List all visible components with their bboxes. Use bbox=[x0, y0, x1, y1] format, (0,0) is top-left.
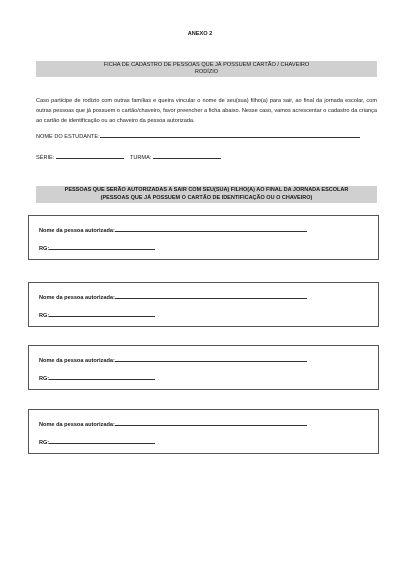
person-name-field[interactable] bbox=[115, 355, 307, 362]
intro-paragraph: Caso participe de rodízio com outras famílias e queira vincular o nome de seu(sua) filho(a) para sair, ao final da jornada escolar, com outras pessoas que já possuem o cartão/chaveiro, favor preencher a ficha abaixo. Nesse caso, vamos acrescentar o cadastro da criança ao cartão de identificação ou ao chaveiro da pessoa autorizada. bbox=[36, 98, 377, 124]
grade-field[interactable] bbox=[56, 152, 124, 159]
section-line1: PESSOAS QUE SERÃO AUTORIZADAS A SAIR COM SEU(SUA) FILHO(A) AO FINAL DA JORNADA ESCOLAR bbox=[64, 187, 349, 193]
person-name-field[interactable] bbox=[115, 225, 307, 232]
person-rg-label: RG: bbox=[39, 376, 50, 382]
class-field[interactable] bbox=[153, 152, 221, 159]
form-header-line2: RODÍZIO bbox=[194, 69, 219, 75]
student-name-row bbox=[36, 131, 360, 140]
form-header-line1: FICHA DE CADASTRO DE PESSOAS QUE JÁ POSSUEM CARTÃO / CHAVEIRO bbox=[103, 62, 310, 68]
person-name-label: Nome da pessoa autorizada: bbox=[39, 295, 115, 301]
authorized-person-block bbox=[28, 409, 379, 454]
authorized-person-block bbox=[28, 345, 379, 390]
person-rg-row bbox=[39, 373, 155, 382]
person-rg-row bbox=[39, 437, 155, 446]
person-rg-label: RG: bbox=[39, 440, 50, 446]
form-header bbox=[36, 61, 377, 77]
person-name-field[interactable] bbox=[115, 419, 307, 426]
person-rg-field[interactable] bbox=[49, 243, 155, 250]
person-name-row bbox=[39, 225, 307, 234]
person-name-row bbox=[39, 419, 307, 428]
person-name-field[interactable] bbox=[115, 292, 307, 299]
class-label: TURMA: bbox=[129, 155, 152, 161]
student-name-label: NOME DO ESTUDANTE: bbox=[36, 134, 100, 140]
person-rg-label: RG: bbox=[39, 246, 50, 252]
person-name-label: Nome da pessoa autorizada: bbox=[39, 358, 115, 364]
section-line2: (PESSOAS QUE JÁ POSSUEM O CARTÃO DE IDENTIFICAÇÃO OU O CHAVEIRO) bbox=[100, 194, 313, 201]
person-rg-field[interactable] bbox=[49, 373, 155, 380]
grade-label: SÉRIE: bbox=[36, 155, 55, 161]
person-rg-field[interactable] bbox=[49, 310, 155, 317]
person-name-label: Nome da pessoa autorizada: bbox=[39, 422, 115, 428]
person-name-label: Nome da pessoa autorizada: bbox=[39, 228, 115, 234]
authorized-person-block bbox=[28, 215, 379, 260]
authorized-section-header bbox=[36, 186, 377, 203]
grade-class-row bbox=[36, 152, 221, 161]
person-name-row bbox=[39, 355, 307, 364]
person-rg-row bbox=[39, 310, 155, 319]
annex-title: ANEXO 2 bbox=[187, 31, 213, 37]
person-rg-field[interactable] bbox=[49, 437, 155, 444]
person-rg-row bbox=[39, 243, 155, 252]
student-name-field[interactable] bbox=[100, 131, 360, 138]
person-rg-label: RG: bbox=[39, 313, 50, 319]
person-name-row bbox=[39, 292, 307, 301]
authorized-person-block bbox=[28, 282, 379, 327]
